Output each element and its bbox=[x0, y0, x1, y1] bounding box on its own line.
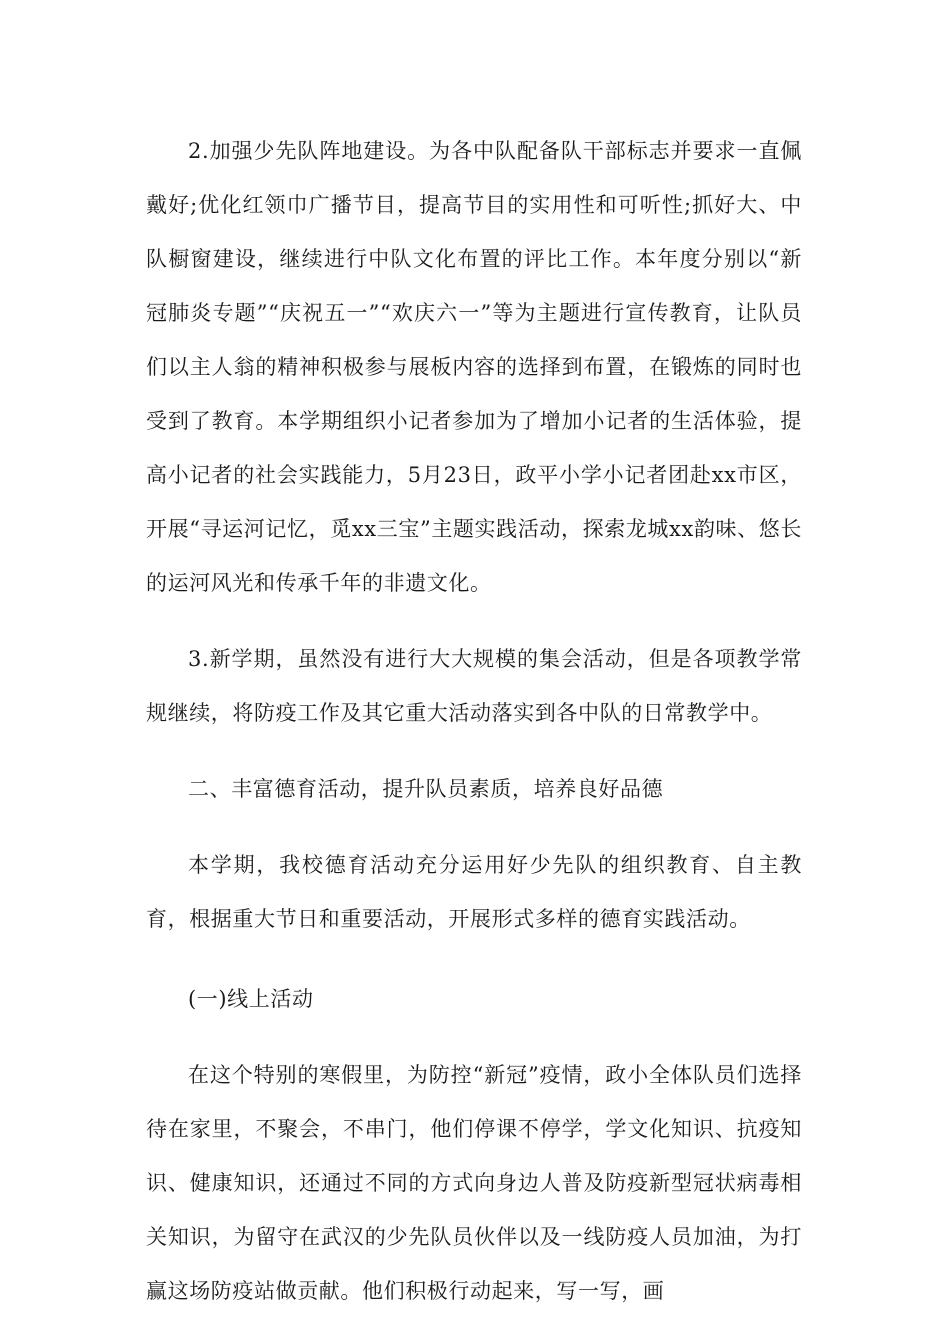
paragraph-winter-holiday: 在这个特别的寒假里，为防控“新冠”疫情，政小全体队员们选择待在家里，不聚会，不串门，他们停课不停学，学文化知识、抗疫知识、健康知识，还通过不同的方式向身边人普及防疫新型冠状病毒相关知识，为留守在武汉的少先队员伙伴以及一线防疫人员加油，为打赢这场防疫站做贡献。他们积极行动起来，写一写，画 bbox=[146, 1063, 802, 1303]
paragraph-new-semester: 3.新学期，虽然没有进行大大规模的集会活动，但是各项教学常规继续，将防疫工作及其它重大活动落实到各中队的日常教学中。 bbox=[146, 647, 802, 725]
document-body bbox=[146, 124, 802, 1318]
subsection-heading-online-activities: (一)线上活动 bbox=[188, 987, 314, 1011]
paragraph-moral-education-intro: 本学期，我校德育活动充分运用好少先队的组织教育、自主教育，根据重大节日和重要活动，开展形式多样的德育实践活动。 bbox=[146, 853, 802, 931]
paragraph-position-building: 2.加强少先队阵地建设。为各中队配备队干部标志并要求一直佩戴好;优化红领巾广播节目，提高节目的实用性和可听性;抓好大、中队橱窗建设，继续进行中队文化布置的评比工作。本年度分别以“新冠肺炎专题”“庆祝五一”“欢庆六一”等为主题进行宣传教育，让队员们以主人翁的精神积极参与展板内容的选择到布置，在锻炼的同时也受到了教育。本学期组织小记者参加为了增加小记者的生活体验，提高小记者的社会实践能力，5月23日，政平小学小记者团赴xx市区，开展“寻运河记忆，觅xx三宝”主题实践活动，探索龙城xx韵味、悠长的运河风光和传承千年的非遗文化。 bbox=[146, 139, 802, 595]
section-heading-moral-education: 二、丰富德育活动，提升队员素质，培养良好品德 bbox=[188, 777, 664, 801]
